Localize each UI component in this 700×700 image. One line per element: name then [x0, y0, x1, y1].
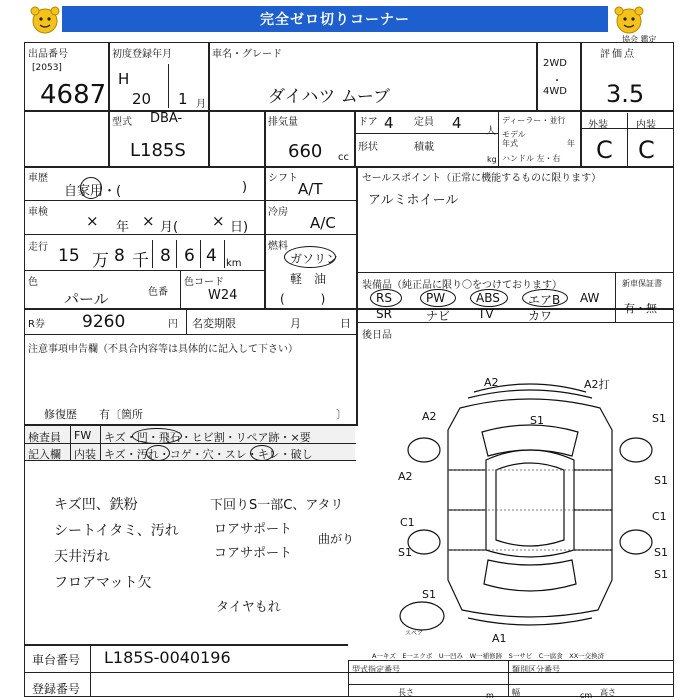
inspector-label2: 記入欄 [28, 448, 61, 461]
grade-label: 評価点 [600, 49, 636, 60]
registration-era: H [118, 70, 130, 88]
dealer-label: ディーラー・並行 [502, 116, 566, 125]
mark-14: A1 [492, 632, 507, 645]
reg-number-label: 登録番号 [32, 682, 81, 696]
model-year-unit: 年 [567, 139, 575, 148]
drive-dot: ・ [552, 76, 562, 87]
recycle-label: R券 [28, 319, 45, 330]
chassis-label: 車台番号 [32, 653, 81, 667]
displacement-unit: cc [338, 152, 349, 163]
mascot-left-icon [28, 4, 62, 34]
comment-left-3: 天井汚れ [54, 549, 110, 565]
history-circle [80, 177, 102, 199]
seat-label: 後日品 [362, 330, 392, 341]
capacity-value: 4 [452, 114, 462, 132]
displacement-label: 排気量 [268, 117, 298, 128]
ac-value: A/C [310, 214, 336, 232]
registration-year: 20 [132, 90, 152, 108]
equip-abs: ABS [476, 291, 500, 305]
color-code: W24 [208, 288, 238, 303]
equipment-label: 装備品（純正品に限り〇をつけております） [362, 280, 562, 291]
interior-label: 内装 [636, 120, 656, 131]
displacement-value: 660 [288, 141, 323, 162]
fuel-gasoline: ガソリン [290, 252, 339, 266]
drive-opt2: 4WD [543, 86, 567, 97]
class-number-label: 類別区分番号 [512, 665, 560, 674]
inspection-month-unit: 月( [160, 220, 179, 235]
equip-pw-circle [420, 289, 456, 307]
height-label: 高さ [600, 688, 616, 697]
fuel-circle [284, 246, 339, 268]
comment-right-4: 曲がり [318, 532, 355, 546]
equip-pw: PW [426, 291, 446, 305]
repair-label: 修復歴 有〔箇所 [44, 408, 143, 421]
model-code: L185S [130, 140, 186, 161]
diagram-legend: A一キズ E一エクボ U一凹み W一補修跡 S一サビ C一腐食 XX一交換済 [372, 652, 605, 660]
fuel-paren: ( ) [280, 292, 326, 306]
color-number-label: 色番 [148, 287, 168, 298]
mark-5: S1 [652, 412, 666, 425]
header-title: 完全ゼロ切りコーナー [62, 6, 608, 32]
mark-1: A2 [484, 376, 499, 389]
equip-airbag: エアB [528, 293, 561, 307]
exterior-grade: C [596, 136, 613, 164]
mileage-d1: 15 [58, 246, 80, 266]
comment-right-2: ロアサポート [214, 522, 293, 537]
model-year-label: モデル年式 [502, 130, 526, 148]
mileage-d3: 8 [160, 246, 171, 266]
history-close: ) [242, 180, 248, 195]
model-prefix: DBA- [150, 111, 183, 126]
notes-label: 注意事項申告欄（不具合内容等は具体的に記入して下さい） [28, 344, 298, 355]
mileage-sen: 千 [132, 251, 149, 271]
drive-opt1: 2WD [543, 58, 567, 69]
warranty-label: 新車保証書 [622, 279, 662, 288]
header-right-text: 協会 鑑定 [622, 35, 657, 44]
history-text: 自家用・( [64, 184, 122, 199]
mileage-unit: km [226, 258, 242, 269]
inspection-mark1: × [86, 212, 99, 230]
equip-rs: RS [376, 291, 392, 305]
name-change-label: 名変期限 [192, 317, 236, 330]
equip-rs-circle [370, 289, 402, 307]
fuel-diesel: 軽 油 [290, 272, 327, 286]
comment-left-4: フロアマット欠 [54, 575, 152, 591]
interior-grade: C [638, 136, 655, 164]
exterior-label: 外装 [588, 120, 608, 131]
inspection-mark3: × [212, 212, 225, 230]
unit-m: m [486, 691, 494, 700]
registration-label: 初度登録年月 [112, 49, 172, 60]
load-unit: kg [487, 155, 497, 164]
equip-tv: TV [478, 307, 494, 321]
color-label: 色 [28, 277, 38, 288]
registration-month: 1 [178, 90, 188, 108]
color-code-label: 色コード [184, 277, 224, 288]
name-change-day: 日 [340, 317, 351, 330]
interior-items: キズ・汚れ・コゲ・穴・スレ・キレ・破し [104, 448, 313, 461]
inspection-label: 車検 [28, 207, 48, 218]
mileage-label: 走行 [28, 242, 48, 253]
comment-right-5: タイヤもれ [216, 600, 281, 615]
car-name: ダイハツ ムーブ [268, 87, 391, 107]
mileage-d5: 4 [206, 246, 217, 266]
mark-3: A2 [422, 410, 437, 423]
equip-airbag-circle [522, 289, 568, 307]
history-label: 車歴 [28, 173, 48, 184]
fw-items: キズ・凹・飛石・ヒビ割・リペア跡・×要 [104, 431, 311, 444]
spare-label: スペア [405, 630, 424, 637]
recycle-unit: 円 [168, 319, 178, 330]
shift-label: シフト [268, 173, 298, 184]
registration-month-label: 月 [196, 99, 206, 110]
color-value: パール [64, 290, 109, 308]
equip-abs-circle [470, 289, 508, 307]
mark-9: C1 [652, 510, 667, 523]
repair-close: 〕 [336, 408, 347, 421]
mileage-man: 万 [92, 251, 109, 271]
shift-value: A/T [298, 180, 323, 198]
inspector-label: 検査員 [28, 431, 61, 444]
fw-circle [132, 428, 182, 444]
mark-4: S1 [530, 414, 544, 427]
equip-leather: カワ [528, 309, 553, 323]
capacity-unit: 人 [486, 126, 496, 137]
lot-label: 出品番号 [28, 49, 68, 60]
load-label: 積載 [414, 142, 434, 153]
comment-left-1: キズ凹、鉄粉 [54, 497, 138, 513]
name-change-month: 月 [290, 317, 301, 330]
int-circle2 [250, 445, 274, 461]
shape-label: 形状 [358, 142, 378, 153]
length-label: 長さ [398, 688, 414, 697]
interior-row-label: 内装 [74, 448, 96, 461]
handle-label: ハンドル 左・右 [502, 154, 561, 163]
warranty-value: 有・無 [624, 302, 657, 315]
model-label: 型式 [112, 117, 132, 128]
inspection-day-unit: 日) [230, 220, 249, 235]
type-number-label: 型式指定番号 [352, 665, 400, 674]
mark-7: S1 [654, 474, 668, 487]
equip-navi: ナビ [426, 309, 451, 323]
door-value: 4 [384, 114, 394, 132]
mark-13: S1 [422, 588, 436, 601]
recycle-value: 9260 [82, 312, 126, 332]
grade-value: 3.5 [606, 80, 645, 108]
mark-10: S1 [398, 546, 412, 559]
comment-right-1: 下回りS一部C、アタリ [210, 498, 344, 513]
mark-6: A2 [398, 470, 413, 483]
mascot-right-icon [612, 4, 646, 34]
comment-left-2: シートイタミ、汚れ [54, 523, 179, 539]
ac-label: 冷房 [268, 207, 288, 218]
lot-number: 4687 [40, 80, 107, 110]
mileage-d2: 8 [114, 246, 125, 266]
equip-aw: AW [580, 291, 600, 305]
sales-point-value: アルミホイール [368, 193, 459, 208]
lot-sub: [2053] [32, 63, 62, 73]
mark-8: C1 [400, 516, 415, 529]
inspection-mark2: × [142, 212, 155, 230]
comment-right-3: コアサポート [214, 546, 293, 561]
unit-cm: cm [580, 691, 593, 700]
mark-2: A2打 [584, 378, 610, 391]
capacity-label: 定員 [414, 117, 434, 128]
chassis-value: L185S-0040196 [104, 648, 231, 667]
fuel-label: 燃料 [268, 241, 288, 252]
int-circle1 [146, 445, 170, 461]
sales-point-label: セールスポイント（正常に機能するものに限ります） [362, 173, 602, 184]
door-label: ドア [358, 117, 378, 128]
mileage-d4: 6 [184, 246, 195, 266]
inspection-year-unit: 年 [116, 220, 130, 235]
mark-12: S1 [654, 568, 668, 581]
fw-label: FW [74, 429, 92, 442]
equip-sr: SR [376, 307, 392, 321]
car-label: 車名・グレード [212, 49, 282, 60]
mark-11: S1 [654, 546, 668, 559]
width-label: 幅 [512, 688, 520, 697]
